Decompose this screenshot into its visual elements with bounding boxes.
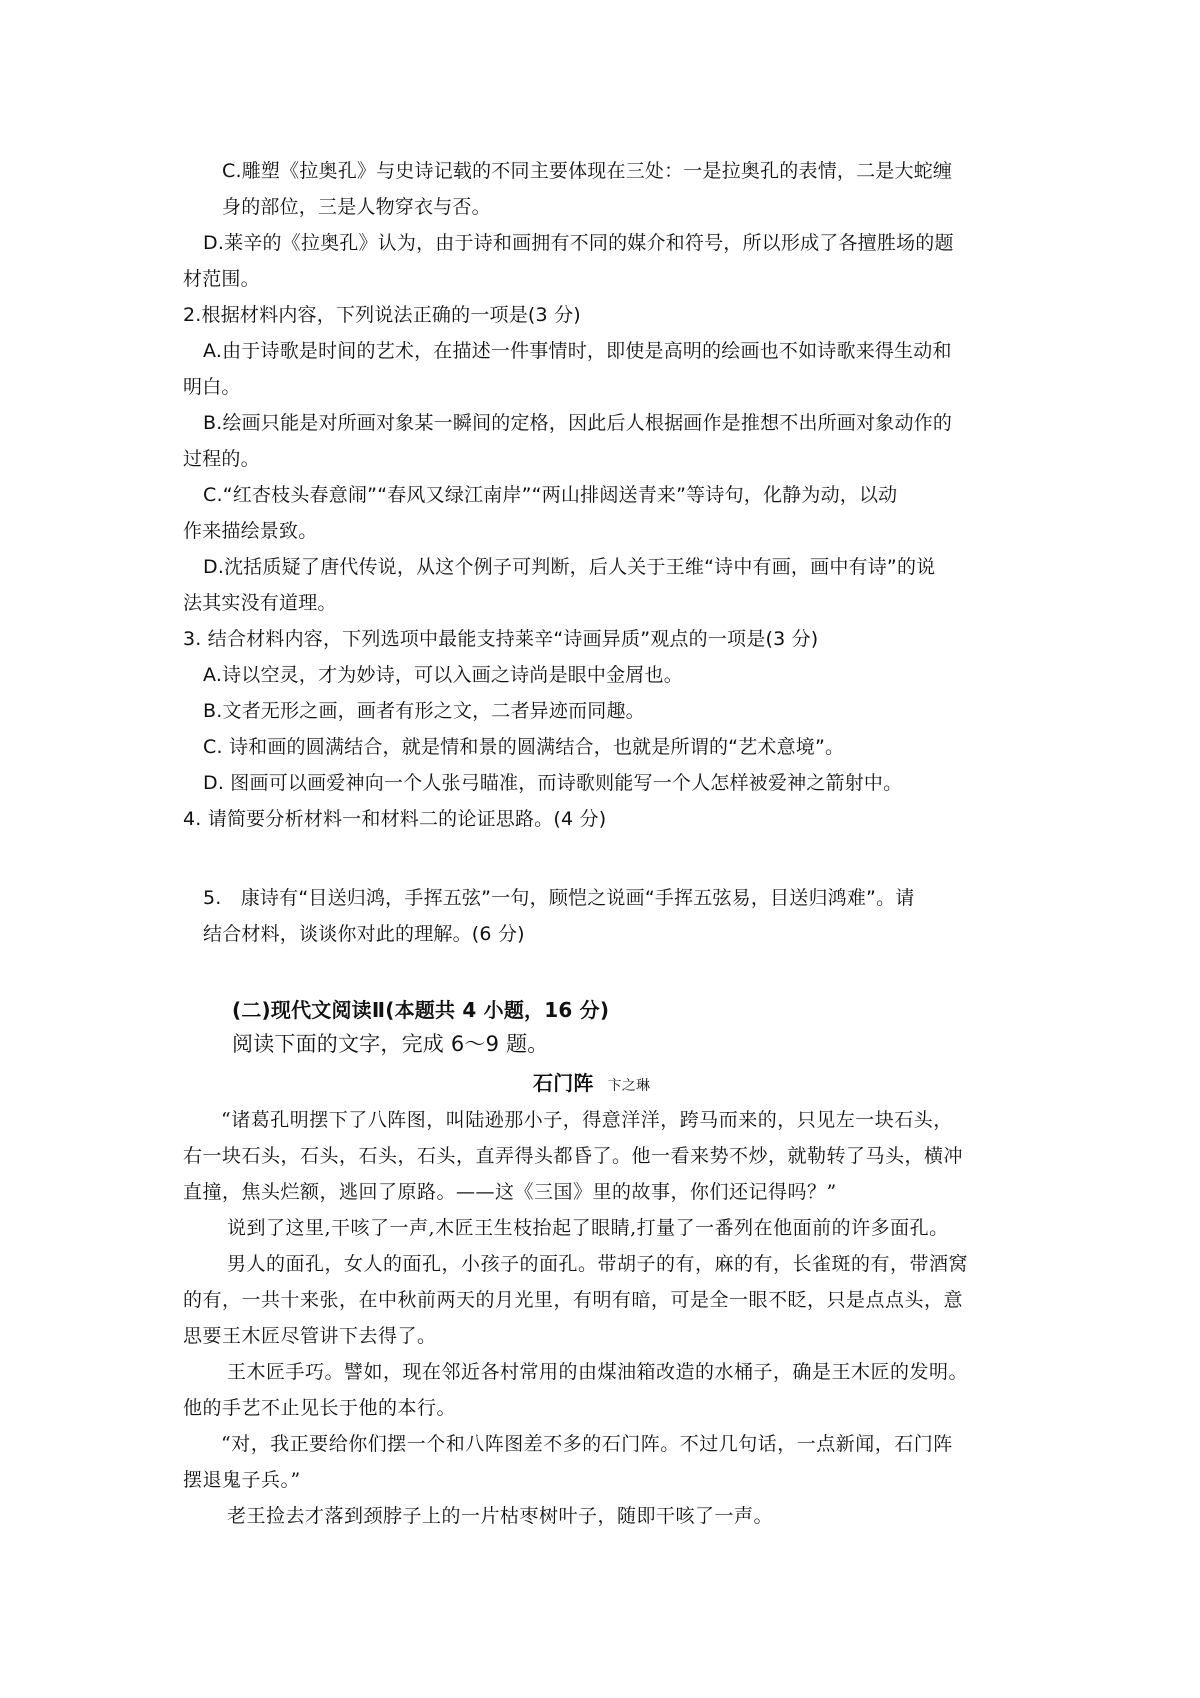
- q3-option-b: B.文者无形之画，画者有形之文，二者异迹而同趣。: [203, 700, 645, 722]
- q2-stem: 2.根据材料内容，下列说法正确的一项是(3 分): [183, 304, 581, 326]
- q1-option-d-line2: 材范围。: [183, 268, 260, 290]
- story-p4-line2: 他的手艺不止见长于他的本行。: [183, 1397, 457, 1419]
- q5-line2: 结合材料，谈谈你对此的理解。(6 分): [203, 923, 525, 945]
- story-title-line: [533, 1071, 650, 1098]
- story-p6: 老王捡去才落到颈脖子上的一片枯枣树叶子，随即干咳了一声。: [227, 1505, 774, 1527]
- story-p1-line3: 直撞，焦头烂额，逃回了原路。——这《三国》里的故事，你们还记得吗？”: [183, 1181, 837, 1203]
- q2-option-d-line2: 法其实没有道理。: [183, 592, 337, 614]
- story-author: 卞之琳: [607, 1078, 651, 1094]
- q2-option-d-line1: D.沈括质疑了唐代传说，从这个例子可判断，后人关于王维“诗中有画，画中有诗”的说: [203, 556, 936, 578]
- q2-option-c-line2: 作来描绘景致。: [183, 520, 318, 542]
- q3-option-d: D. 图画可以画爱神向一个人张弓瞄准，而诗歌则能写一个人怎样被爱神之箭射中。: [203, 772, 903, 794]
- q2-option-a-line1: A.由于诗歌是时间的艺术，在描述一件事情时，即使是高明的绘画也不如诗歌来得生动和: [203, 340, 952, 362]
- story-p4-line1: 王木匠手巧。譬如，现在邻近各村常用的由煤油箱改造的水桶子，确是王木匠的发明。: [227, 1361, 969, 1383]
- section-heading: (二)现代文阅读Ⅱ(本题共 4 小题，16 分): [232, 998, 610, 1022]
- q5-line1: 5. 康诗有“目送归鸿，手挥五弦”一句，顾恺之说画“手挥五弦易，目送归鸿难”。请: [203, 887, 915, 909]
- story-p5-line1: “对，我正要给你们摆一个和八阵图差不多的石门阵。不过几句话，一点新闻，石门阵: [221, 1433, 953, 1455]
- q3-option-a: A.诗以空灵，才为妙诗，可以入画之诗尚是眼中金屑也。: [203, 664, 683, 686]
- story-p1-line2: 右一块石头，石头，石头，石头，直弄得头都昏了。他一看来势不炒，就勒转了马头，横冲: [183, 1145, 964, 1167]
- story-p3-line1: 男人的面孔，女人的面孔，小孩子的面孔。带胡子的有，麻的有，长雀斑的有，带酒窝: [227, 1253, 969, 1275]
- q2-option-b-line1: B.绘画只能是对所画对象某一瞬间的定格，因此后人根据画作是推想不出所画对象动作的: [203, 412, 953, 434]
- q1-option-c-line2: 身的部位，三是人物穿衣与否。: [222, 196, 491, 218]
- q2-option-c-line1: C.“红杏枝头春意闹”“春风又绿江南岸”“两山排闼送青来”等诗句，化静为动，以动: [203, 484, 898, 506]
- q3-option-c: C. 诗和画的圆满结合，就是情和景的圆满结合，也就是所谓的“艺术意境”。: [203, 736, 845, 758]
- q3-stem: 3. 结合材料内容，下列选项中最能支持莱辛“诗画异质”观点的一项是(3 分): [183, 628, 819, 650]
- story-title: 石门阵: [533, 1071, 594, 1095]
- story-p1-line1: “诸葛孔明摆下了八阵图，叫陆逊那小子，得意洋洋，跨马而来的，只见左一块石头，: [221, 1109, 953, 1131]
- story-p5-line2: 摆退鬼子兵。”: [183, 1469, 301, 1491]
- q1-option-c-line1: C.雕塑《拉奥孔》与史诗记载的不同主要体现在三处：一是拉奥孔的表情，二是大蛇缠: [222, 160, 953, 182]
- reading-instruction: 阅读下面的文字，完成 6～9 题。: [232, 1032, 549, 1056]
- story-p3-line2: 的有，一共十来张，在中秋前两天的月光里，有明有暗，可是全一眼不眨，只是点点头，意: [183, 1289, 964, 1311]
- story-p2: 说到了这里,干咳了一声,木匠王生枝抬起了眼睛,打量了一番列在他面前的许多面孔。: [227, 1217, 949, 1239]
- story-p3-line3: 思要王木匠尽管讲下去得了。: [183, 1325, 437, 1347]
- q4-stem: 4. 请简要分析材料一和材料二的论证思路。(4 分): [183, 808, 607, 830]
- q2-option-a-line2: 明白。: [183, 376, 241, 398]
- q1-option-d-line1: D.莱辛的《拉奥孔》认为，由于诗和画拥有不同的媒介和符号，所以形成了各擅胜场的题: [203, 232, 954, 254]
- q2-option-b-line2: 过程的。: [183, 448, 260, 470]
